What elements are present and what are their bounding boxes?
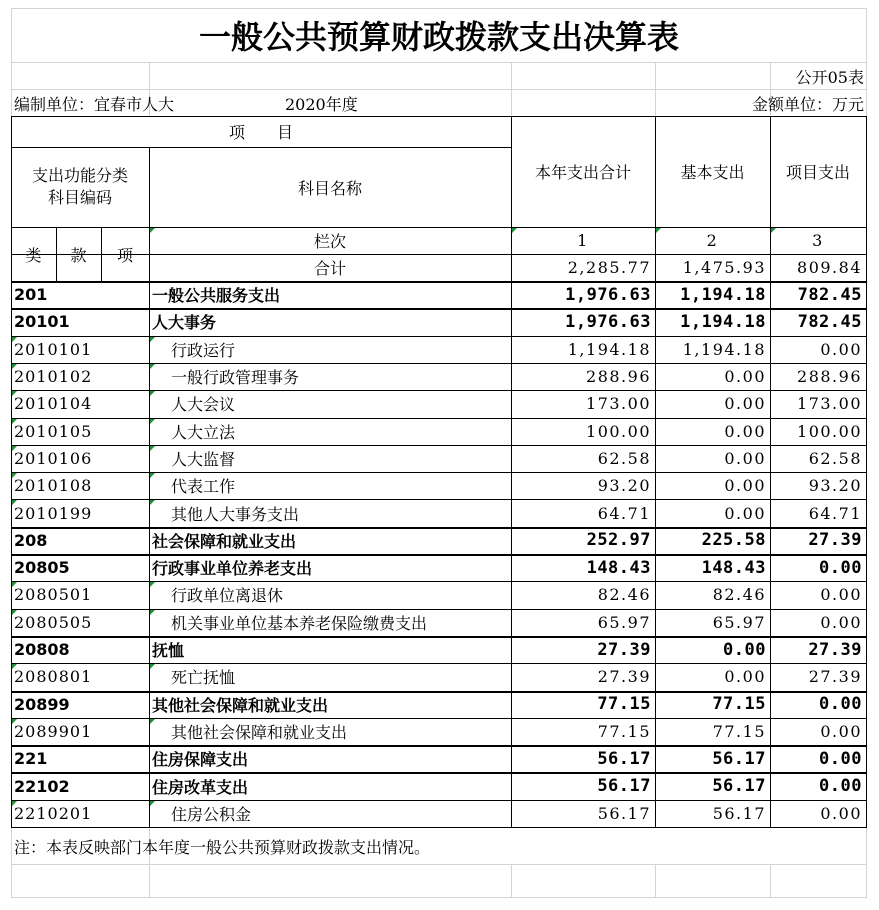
row-total: 1,976.63 bbox=[565, 284, 651, 305]
row-name: 住房改革支出 bbox=[152, 777, 249, 797]
row-basic: 56.17 bbox=[712, 748, 766, 769]
row-project: 0.00 bbox=[819, 694, 862, 715]
grid-line bbox=[11, 897, 867, 898]
header-basic: 基本支出 bbox=[680, 163, 745, 182]
row-project: 782.45 bbox=[797, 311, 862, 332]
row-project: 0.00 bbox=[820, 803, 862, 823]
grid-line bbox=[655, 864, 656, 898]
header-item: 项 目 bbox=[228, 123, 293, 142]
row-name: 代表工作 bbox=[171, 477, 236, 497]
row-code: 2010108 bbox=[14, 476, 93, 496]
total-project: 809.84 bbox=[797, 258, 862, 277]
cell-marker-icon bbox=[12, 664, 17, 669]
row-name: 人大监督 bbox=[171, 449, 236, 469]
row-name: 人大事务 bbox=[152, 313, 217, 333]
row-project: 0.00 bbox=[820, 721, 862, 741]
row-name: 社会保障和就业支出 bbox=[152, 531, 297, 551]
row-code: 20899 bbox=[14, 694, 70, 714]
header-function-code-line: 科目编码 bbox=[47, 188, 112, 207]
row-basic: 82.46 bbox=[712, 585, 766, 605]
row-total: 77.15 bbox=[597, 694, 651, 715]
row-basic: 0.00 bbox=[724, 367, 766, 387]
row-total: 62.58 bbox=[597, 448, 651, 468]
row-project: 62.58 bbox=[808, 448, 862, 468]
row-total: 1,976.63 bbox=[565, 311, 651, 332]
row-project: 0.00 bbox=[820, 612, 862, 632]
row-total: 27.39 bbox=[597, 667, 651, 687]
row-code: 201 bbox=[14, 285, 48, 305]
row-name: 人大立法 bbox=[171, 422, 236, 442]
row-code: 2080501 bbox=[14, 585, 93, 605]
row-project: 64.71 bbox=[808, 503, 862, 523]
header-kuan: 款 bbox=[70, 245, 87, 265]
row-basic: 225.58 bbox=[701, 530, 766, 551]
cell-marker-icon bbox=[12, 473, 17, 478]
row-total: 64.71 bbox=[597, 503, 651, 523]
row-code: 2010106 bbox=[14, 448, 93, 468]
header-col-2: 2 bbox=[706, 231, 719, 250]
row-total: 56.17 bbox=[597, 803, 651, 823]
row-total: 173.00 bbox=[586, 394, 651, 414]
header-col-1: 1 bbox=[577, 231, 589, 250]
row-name: 其他社会保障和就业支出 bbox=[171, 722, 348, 742]
row-basic: 1,194.18 bbox=[680, 284, 766, 305]
row-code: 2010102 bbox=[14, 367, 93, 387]
row-code: 2010105 bbox=[14, 421, 93, 441]
row-basic: 148.43 bbox=[701, 557, 766, 578]
row-project: 27.39 bbox=[808, 530, 862, 551]
grid-line bbox=[770, 864, 771, 898]
row-project: 27.39 bbox=[808, 667, 862, 687]
row-name: 一般公共服务支出 bbox=[152, 286, 281, 306]
row-total: 288.96 bbox=[586, 367, 651, 387]
cell-marker-icon bbox=[12, 364, 17, 369]
row-code: 20805 bbox=[14, 558, 70, 578]
header-col-3: 3 bbox=[812, 231, 824, 250]
row-total: 56.17 bbox=[597, 776, 651, 797]
total-sum: 2,285.77 bbox=[567, 258, 651, 277]
cell-marker-icon bbox=[150, 228, 155, 233]
cell-marker-icon bbox=[150, 473, 155, 478]
row-total: 148.43 bbox=[586, 557, 651, 578]
row-project: 0.00 bbox=[820, 585, 862, 605]
table-note: 注：本表反映部门本年度一般公共预算财政拨款支出情况。 bbox=[14, 837, 431, 857]
total-label: 合计 bbox=[313, 259, 346, 278]
row-name: 死亡抚恤 bbox=[171, 668, 236, 688]
form-number: 公开05表 bbox=[795, 67, 864, 87]
row-name: 行政事业单位养老支出 bbox=[152, 559, 313, 579]
amount-unit: 金额单位：万元 bbox=[751, 94, 864, 114]
row-project: 0.00 bbox=[819, 776, 862, 797]
cell-marker-icon bbox=[150, 801, 155, 806]
cell-marker-icon bbox=[12, 719, 17, 724]
total-basic: 1,475.93 bbox=[682, 258, 766, 277]
row-code: 2010199 bbox=[14, 503, 93, 523]
row-name: 住房公积金 bbox=[171, 804, 252, 824]
row-total: 27.39 bbox=[597, 639, 651, 660]
row-project: 782.45 bbox=[797, 284, 862, 305]
row-code: 2010104 bbox=[14, 394, 93, 414]
row-name: 住房保障支出 bbox=[152, 750, 249, 770]
cell-marker-icon bbox=[12, 391, 17, 396]
row-name: 抚恤 bbox=[152, 641, 185, 661]
row-basic: 0.00 bbox=[724, 476, 766, 496]
row-name: 人大会议 bbox=[171, 395, 236, 415]
cell-marker-icon bbox=[12, 801, 17, 806]
row-project: 0.00 bbox=[820, 339, 862, 359]
grid-line bbox=[511, 864, 512, 898]
row-basic: 0.00 bbox=[724, 448, 766, 468]
row-name: 其他人大事务支出 bbox=[171, 504, 300, 524]
row-name: 其他社会保障和就业支出 bbox=[152, 695, 329, 715]
row-total: 56.17 bbox=[597, 748, 651, 769]
cell-marker-icon bbox=[656, 228, 661, 233]
header-project: 项目支出 bbox=[785, 163, 850, 182]
table-bottom-rule bbox=[11, 827, 867, 828]
cell-marker-icon bbox=[150, 582, 155, 587]
row-total: 100.00 bbox=[586, 421, 651, 441]
cell-marker-icon bbox=[150, 337, 155, 342]
cell-marker-icon bbox=[150, 446, 155, 451]
row-basic: 0.00 bbox=[724, 667, 766, 687]
row-basic: 1,194.18 bbox=[680, 311, 766, 332]
row-total: 1,194.18 bbox=[567, 339, 651, 359]
row-total: 82.46 bbox=[597, 585, 651, 605]
row-project: 173.00 bbox=[797, 394, 862, 414]
cell-marker-icon bbox=[12, 337, 17, 342]
cell-marker-icon bbox=[150, 664, 155, 669]
row-project: 27.39 bbox=[808, 639, 862, 660]
row-total: 252.97 bbox=[586, 530, 651, 551]
cell-marker-icon bbox=[12, 500, 17, 505]
cell-marker-icon bbox=[771, 228, 776, 233]
row-project: 93.20 bbox=[808, 476, 862, 496]
row-basic: 65.97 bbox=[712, 612, 766, 632]
row-basic: 77.15 bbox=[712, 721, 766, 741]
row-project: 0.00 bbox=[819, 557, 862, 578]
row-code: 2080801 bbox=[14, 667, 93, 687]
row-code: 2089901 bbox=[14, 721, 93, 741]
grid-line bbox=[11, 864, 867, 865]
compiling-unit: 编制单位：宜春市人大 bbox=[14, 94, 175, 114]
row-basic: 0.00 bbox=[724, 503, 766, 523]
row-basic: 1,194.18 bbox=[682, 339, 766, 359]
cell-marker-icon bbox=[12, 610, 17, 615]
cell-marker-icon bbox=[12, 446, 17, 451]
header-xiang: 项 bbox=[116, 245, 133, 265]
header-subject-name: 科目名称 bbox=[297, 178, 362, 198]
row-basic: 56.17 bbox=[712, 803, 766, 823]
row-project: 288.96 bbox=[797, 367, 862, 387]
row-code: 2010101 bbox=[14, 339, 93, 359]
row-total: 65.97 bbox=[597, 612, 651, 632]
row-project: 100.00 bbox=[797, 421, 862, 441]
row-code: 20808 bbox=[14, 640, 70, 660]
cell-marker-icon bbox=[150, 419, 155, 424]
row-basic: 0.00 bbox=[723, 639, 766, 660]
cell-marker-icon bbox=[512, 228, 517, 233]
page-title: 一般公共预算财政拨款支出决算表 bbox=[198, 18, 679, 56]
row-code: 2080505 bbox=[14, 612, 93, 632]
row-code: 208 bbox=[14, 530, 48, 550]
cell-marker-icon bbox=[12, 419, 17, 424]
header-function-code bbox=[11, 147, 149, 227]
cell-marker-icon bbox=[150, 364, 155, 369]
row-basic: 0.00 bbox=[724, 394, 766, 414]
cell-marker-icon bbox=[150, 500, 155, 505]
row-basic: 77.15 bbox=[712, 694, 766, 715]
row-name: 一般行政管理事务 bbox=[171, 368, 300, 388]
row-code: 221 bbox=[14, 749, 48, 769]
row-name: 行政运行 bbox=[171, 340, 236, 360]
cell-marker-icon bbox=[12, 582, 17, 587]
header-lanci: 栏次 bbox=[313, 232, 346, 251]
cell-marker-icon bbox=[150, 719, 155, 724]
row-name: 机关事业单位基本养老保险缴费支出 bbox=[171, 613, 428, 633]
row-code: 20101 bbox=[14, 312, 70, 332]
cell-marker-icon bbox=[150, 610, 155, 615]
row-basic: 0.00 bbox=[724, 421, 766, 441]
row-code: 2210201 bbox=[14, 803, 93, 823]
row-name: 行政单位离退休 bbox=[171, 586, 284, 606]
row-basic: 56.17 bbox=[712, 776, 766, 797]
cell-marker-icon bbox=[150, 391, 155, 396]
row-total: 93.20 bbox=[597, 476, 651, 496]
table-right-rule bbox=[866, 116, 867, 827]
header-lei: 类 bbox=[25, 245, 42, 265]
report-year: 2020年度 bbox=[285, 94, 358, 114]
header-total: 本年支出合计 bbox=[534, 163, 631, 182]
row-code: 22102 bbox=[14, 776, 70, 796]
row-project: 0.00 bbox=[819, 748, 862, 769]
header-function-code-line: 支出功能分类 bbox=[31, 166, 128, 185]
row-total: 77.15 bbox=[597, 721, 651, 741]
